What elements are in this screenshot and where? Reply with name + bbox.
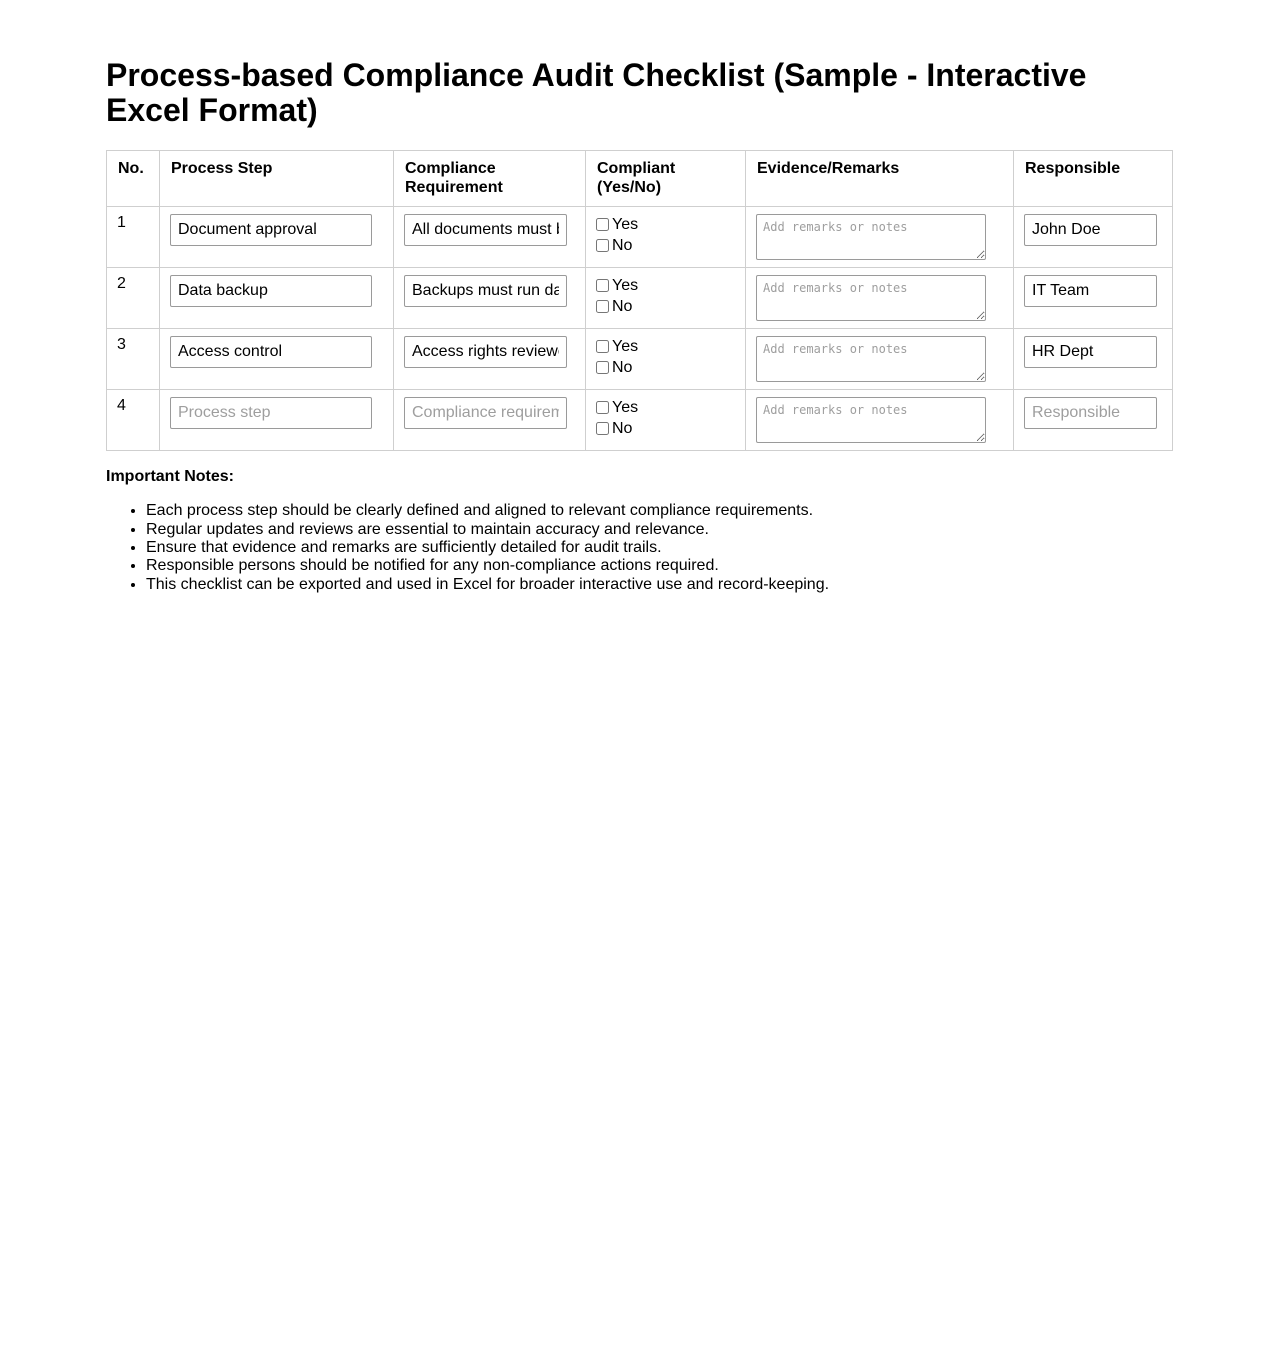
compliant-options — [596, 214, 638, 256]
responsible-cell — [1014, 390, 1173, 451]
col-header-compliance-requirement: Compliance Requirement — [394, 151, 586, 207]
remarks-textarea[interactable] — [756, 275, 986, 321]
compliant-no-option[interactable] — [596, 357, 638, 378]
no-label: No — [612, 358, 633, 376]
no-label: No — [612, 297, 633, 315]
row-number: 1 — [107, 207, 160, 268]
notes-heading: Important Notes: — [106, 468, 234, 486]
table-row — [107, 329, 1173, 390]
no-label: No — [612, 419, 633, 437]
compliance-requirement-input[interactable] — [404, 275, 567, 307]
responsible-cell — [1014, 268, 1173, 329]
responsible-input[interactable] — [1024, 397, 1157, 429]
row-number: 3 — [107, 329, 160, 390]
col-header-responsible: Responsible — [1014, 151, 1173, 207]
compliance-requirement-input[interactable] — [404, 397, 567, 429]
col-header-evidence-remarks: Evidence/Remarks — [746, 151, 1014, 207]
note-item: • Ensure that evidence and remarks are sufficiently detailed for audit trails. — [146, 539, 1172, 557]
remarks-textarea[interactable] — [756, 336, 986, 382]
row-number: 4 — [107, 390, 160, 451]
compliance-requirement-input[interactable] — [404, 336, 567, 368]
yes-label: Yes — [612, 337, 639, 355]
responsible-input[interactable] — [1024, 275, 1157, 307]
remarks-textarea[interactable] — [756, 397, 986, 443]
table-row — [107, 390, 1173, 451]
process-step-cell — [160, 329, 394, 390]
evidence-remarks-cell — [746, 329, 1014, 390]
page — [106, 58, 1172, 594]
responsible-cell — [1014, 329, 1173, 390]
compliant-cell — [586, 268, 746, 329]
yes-label: Yes — [612, 398, 639, 416]
process-step-cell — [160, 268, 394, 329]
process-step-input[interactable] — [170, 275, 372, 307]
compliant-cell — [586, 329, 746, 390]
process-step-cell — [160, 207, 394, 268]
compliant-cell — [586, 207, 746, 268]
table-row — [107, 207, 1173, 268]
yes-checkbox[interactable] — [596, 279, 609, 292]
yes-label: Yes — [612, 215, 639, 233]
compliant-no-option[interactable] — [596, 296, 638, 317]
compliance-requirement-cell — [394, 268, 586, 329]
evidence-remarks-cell — [746, 207, 1014, 268]
compliant-yes-option[interactable] — [596, 214, 638, 235]
row-number: 2 — [107, 268, 160, 329]
note-item: • Regular updates and reviews are essential to maintain accuracy and relevance. — [146, 521, 1172, 539]
compliant-no-option[interactable] — [596, 418, 638, 439]
compliant-cell — [586, 390, 746, 451]
process-step-input[interactable] — [170, 397, 372, 429]
no-checkbox[interactable] — [596, 300, 609, 313]
no-checkbox[interactable] — [596, 239, 609, 252]
no-label: No — [612, 236, 633, 254]
compliance-requirement-input[interactable] — [404, 214, 567, 246]
page-title: Process-based Compliance Audit Checklist (Sample - Interactive Excel Format) — [106, 57, 1087, 129]
evidence-remarks-cell — [746, 390, 1014, 451]
compliant-yes-option[interactable] — [596, 275, 638, 296]
table-row — [107, 268, 1173, 329]
responsible-input[interactable] — [1024, 214, 1157, 246]
compliance-requirement-cell — [394, 390, 586, 451]
compliant-options — [596, 275, 638, 317]
remarks-textarea[interactable] — [756, 214, 986, 260]
evidence-remarks-cell — [746, 268, 1014, 329]
responsible-input[interactable] — [1024, 336, 1157, 368]
no-checkbox[interactable] — [596, 422, 609, 435]
col-header-process-step: Process Step — [160, 151, 394, 207]
note-item: • Each process step should be clearly defined and aligned to relevant compliance requirements. — [146, 502, 1172, 520]
note-item: • Responsible persons should be notified for any non-compliance actions required. — [146, 557, 1172, 575]
compliant-options — [596, 336, 638, 378]
yes-label: Yes — [612, 276, 639, 294]
yes-checkbox[interactable] — [596, 340, 609, 353]
compliance-requirement-cell — [394, 207, 586, 268]
col-header-compliant: Compliant (Yes/No) — [586, 151, 746, 207]
yes-checkbox[interactable] — [596, 218, 609, 231]
compliant-yes-option[interactable] — [596, 336, 638, 357]
process-step-input[interactable] — [170, 336, 372, 368]
no-checkbox[interactable] — [596, 361, 609, 374]
responsible-cell — [1014, 207, 1173, 268]
compliance-requirement-cell — [394, 329, 586, 390]
note-item: • This checklist can be exported and used in Excel for broader interactive use and record-keeping. — [146, 576, 1172, 594]
notes-list — [106, 502, 1172, 594]
process-step-input[interactable] — [170, 214, 372, 246]
header-row — [107, 151, 1173, 207]
checklist-table — [106, 150, 1173, 451]
compliant-options — [596, 397, 638, 439]
col-header-no: No. — [107, 151, 160, 207]
process-step-cell — [160, 390, 394, 451]
compliant-yes-option[interactable] — [596, 397, 638, 418]
yes-checkbox[interactable] — [596, 401, 609, 414]
compliant-no-option[interactable] — [596, 235, 638, 256]
